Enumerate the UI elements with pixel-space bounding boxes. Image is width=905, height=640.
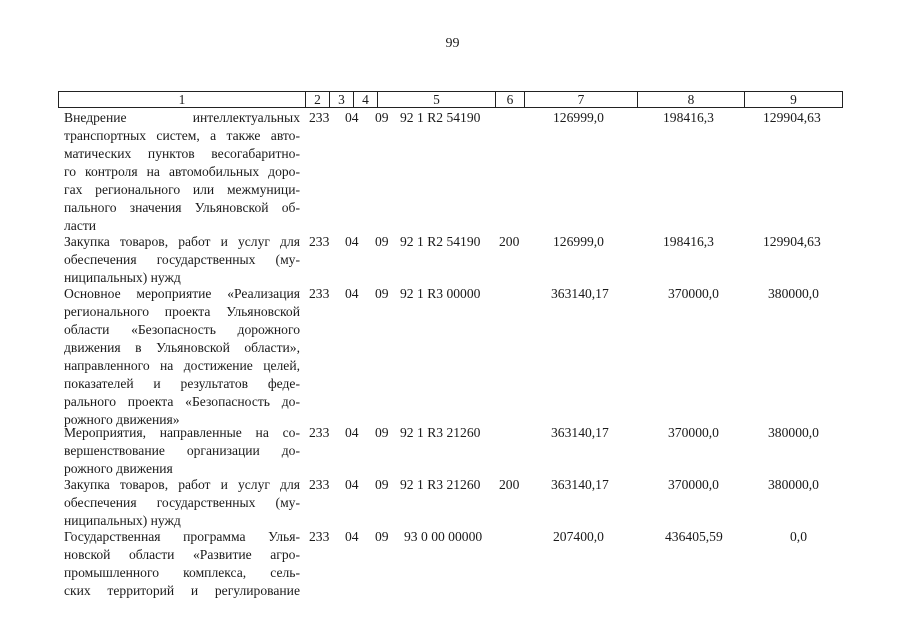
cell-code-2: 233 — [309, 529, 330, 544]
cell-code-3: 04 — [345, 234, 359, 249]
cell-code-4: 09 — [375, 425, 389, 440]
cell-code-6: 200 — [499, 234, 520, 249]
cell-code-4: 09 — [375, 286, 389, 301]
cell-amount-9: 380000,0 — [768, 286, 819, 301]
header-col-2: 2 — [305, 92, 329, 107]
cell-code-4: 09 — [375, 234, 389, 249]
cell-code-5: 92 1 R3 21260 — [400, 477, 481, 492]
header-col-4: 4 — [353, 92, 377, 107]
cell-code-4: 09 — [375, 529, 389, 544]
row-description: Мероприятия, направленные на со- вершенствование организации до- рожного движения — [64, 425, 300, 476]
cell-amount-9: 129904,63 — [763, 234, 821, 249]
cell-amount-8: 370000,0 — [668, 477, 719, 492]
header-col-1: 1 — [178, 92, 186, 107]
cell-amount-7: 363140,17 — [551, 286, 609, 301]
cell-amount-7: 363140,17 — [551, 477, 609, 492]
header-col-6: 6 — [495, 92, 524, 107]
cell-code-6: 200 — [499, 477, 520, 492]
cell-code-5: 92 1 R3 21260 — [400, 425, 481, 440]
cell-code-5: 92 1 R2 54190 — [400, 110, 481, 125]
row-description: Внедрение интеллектуальных транспортных систем, а также авто- матических пунктов весогабаритно- го контроля на автомобильных доро- гах регионального или межмуници- пального значения Ульяновской об- ласти — [64, 110, 300, 233]
cell-amount-9: 0,0 — [790, 529, 807, 544]
cell-amount-7: 207400,0 — [553, 529, 604, 544]
row-description: Государственная программа Улья- новской области «Развитие агро- промышленного комплекса, сель- ских территорий и регулирование — [64, 529, 300, 598]
cell-amount-7: 126999,0 — [553, 110, 604, 125]
cell-amount-8: 370000,0 — [668, 425, 719, 440]
cell-code-2: 233 — [309, 110, 330, 125]
cell-amount-9: 380000,0 — [768, 425, 819, 440]
row-description: Закупка товаров, работ и услуг для обеспечения государственных (му- ниципальных) нужд — [64, 477, 300, 528]
header-col-8: 8 — [637, 92, 744, 107]
header-col-3: 3 — [329, 92, 353, 107]
cell-code-3: 04 — [345, 425, 359, 440]
row-description: Закупка товаров, работ и услуг для обеспечения государственных (му- ниципальных) нужд — [64, 234, 300, 285]
header-col-7: 7 — [524, 92, 637, 107]
table-header-row — [58, 91, 843, 108]
cell-code-5: 92 1 R2 54190 — [400, 234, 481, 249]
cell-code-2: 233 — [309, 477, 330, 492]
cell-code-3: 04 — [345, 286, 359, 301]
header-col-5: 5 — [377, 92, 495, 107]
cell-amount-8: 370000,0 — [668, 286, 719, 301]
cell-code-3: 04 — [345, 529, 359, 544]
cell-code-2: 233 — [309, 286, 330, 301]
cell-code-2: 233 — [309, 234, 330, 249]
cell-amount-9: 129904,63 — [763, 110, 821, 125]
row-description: Основное мероприятие «Реализация регионального проекта Ульяновской области «Безопасность дорожного движения в Ульяновской области», направленного на достижение целей, показателей и результатов феде- рального проекта «Безопасность до- рожного движения» — [64, 286, 300, 427]
cell-code-5: 92 1 R3 00000 — [400, 286, 481, 301]
cell-code-4: 09 — [375, 477, 389, 492]
cell-amount-7: 363140,17 — [551, 425, 609, 440]
cell-code-3: 04 — [345, 110, 359, 125]
cell-code-3: 04 — [345, 477, 359, 492]
cell-amount-9: 380000,0 — [768, 477, 819, 492]
cell-amount-8: 198416,3 — [663, 234, 714, 249]
cell-amount-7: 126999,0 — [553, 234, 604, 249]
cell-code-5: 93 0 00 00000 — [404, 529, 483, 544]
header-col-9: 9 — [744, 92, 842, 107]
page-number: 99 — [445, 36, 460, 51]
cell-amount-8: 198416,3 — [663, 110, 714, 125]
cell-code-4: 09 — [375, 110, 389, 125]
cell-code-2: 233 — [309, 425, 330, 440]
cell-amount-8: 436405,59 — [665, 529, 723, 544]
